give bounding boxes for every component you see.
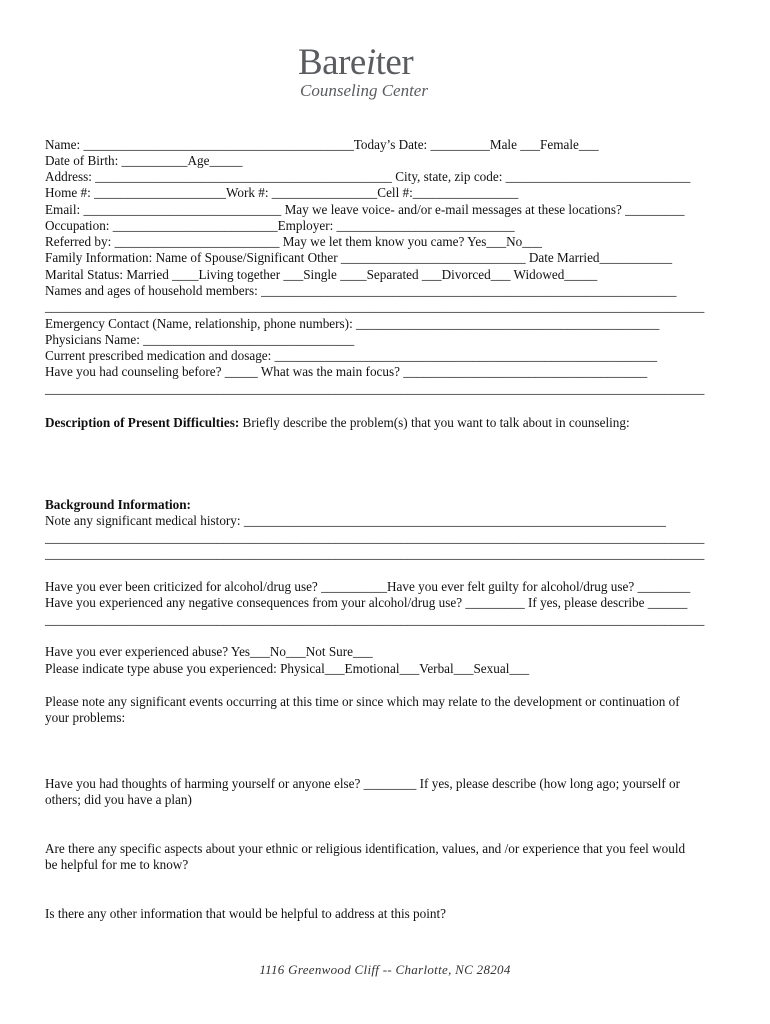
bareiter-logo xyxy=(298,44,448,100)
physicians-name-line[interactable]: Physicians Name: ________________________________ xyxy=(45,332,355,347)
present-difficulties-text: Briefly describe the problem(s) that you want to talk about in counseling: xyxy=(239,415,630,430)
counseling-focus-blank[interactable]: ____________________________________________________________________________________________________ xyxy=(45,381,705,396)
household-members-line[interactable]: Names and ages of household members: _______________________________________________________________ xyxy=(45,283,677,298)
abuse-question-line[interactable]: Have you ever experienced abuse? Yes___No___Not Sure___ xyxy=(45,644,373,659)
medication-line[interactable]: Current prescribed medication and dosage: __________________________________________________________ xyxy=(45,348,658,363)
medical-history-blank-2[interactable]: ____________________________________________________________________________________________________ xyxy=(45,546,705,561)
household-members-blank[interactable]: ____________________________________________________________________________________________________ xyxy=(45,299,705,314)
present-difficulties-prompt xyxy=(45,415,630,431)
email-line[interactable]: Email: ______________________________ May we leave voice- and/or e-mail messages at these locations? _________ xyxy=(45,202,685,217)
alcohol-criticized-line[interactable]: Have you ever been criticized for alcohol/drug use? __________Have you ever felt guilty for alcohol/drug use? ________ xyxy=(45,579,691,594)
ethnic-religious-line-2: be helpful for me to know? xyxy=(45,857,189,872)
logo-subtitle: Counseling Center xyxy=(300,81,428,100)
significant-events-line-2: your problems: xyxy=(45,710,126,725)
present-difficulties-heading: Description of Present Difficulties: xyxy=(45,415,240,430)
significant-events-line-1: Please note any significant events occurring at this time or since which may relate to the development or continuation of xyxy=(45,694,680,709)
harm-thoughts-line-2: others; did you have a plan) xyxy=(45,792,192,807)
logo-part-3: ter xyxy=(375,42,414,83)
occupation-line[interactable]: Occupation: _________________________Employer: ___________________________ xyxy=(45,218,515,233)
referred-by-line[interactable]: Referred by: _________________________ May we let them know you came? Yes___No___ xyxy=(45,234,543,249)
background-information-heading: Background Information: xyxy=(45,497,191,512)
ethnic-religious-line-1: Are there any specific aspects about your ethnic or religious identification, values, and /or experience that you feel would xyxy=(45,841,686,856)
harm-thoughts-line-1[interactable]: Have you had thoughts of harming yourself or anyone else? ________ If yes, please describe (how long ago; yourself or xyxy=(45,776,681,791)
phone-numbers-line[interactable]: Home #: ____________________Work #: ________________Cell #:________________ xyxy=(45,185,519,200)
logo-part-2: i xyxy=(365,42,376,83)
emergency-contact-line[interactable]: Emergency Contact (Name, relationship, phone numbers): ______________________________________________ xyxy=(45,316,660,331)
logo-wordmark xyxy=(298,44,448,82)
family-information-line[interactable]: Family Information: Name of Spouse/Significant Other ____________________________ Date Married___________ xyxy=(45,250,673,265)
abuse-type-line[interactable]: Please indicate type abuse you experienced: Physical___Emotional___Verbal___Sexual___ xyxy=(45,661,530,676)
other-information-line: Is there any other information that would be helpful to address at this point? xyxy=(45,906,447,921)
medical-history-line[interactable]: Note any significant medical history: ________________________________________________________________ xyxy=(45,513,666,528)
counseling-before-line[interactable]: Have you had counseling before? _____ What was the main focus? _____________________________________ xyxy=(45,364,648,379)
name-date-gender-line[interactable]: Name: _________________________________________Today’s Date: _________Male ___Female___ xyxy=(45,137,599,152)
footer-address: 1116 Greenwood Cliff -- Charlotte, NC 28204 xyxy=(259,962,511,977)
marital-status-line[interactable]: Marital Status: Married ____Living together ___Single ____Separated ___Divorced___ Widowed_____ xyxy=(45,267,598,282)
address-line[interactable]: Address: _____________________________________________ City, state, zip code: ____________________________ xyxy=(45,169,691,184)
alcohol-consequences-blank[interactable]: ____________________________________________________________________________________________________ xyxy=(45,612,705,627)
medical-history-blank-1[interactable]: ____________________________________________________________________________________________________ xyxy=(45,530,705,545)
logo-part-1: Bare xyxy=(298,42,366,83)
dob-age-line[interactable]: Date of Birth: __________Age_____ xyxy=(45,153,243,168)
alcohol-consequences-line[interactable]: Have you experienced any negative consequences from your alcohol/drug use? _________ If yes, please describe ______ xyxy=(45,595,688,610)
